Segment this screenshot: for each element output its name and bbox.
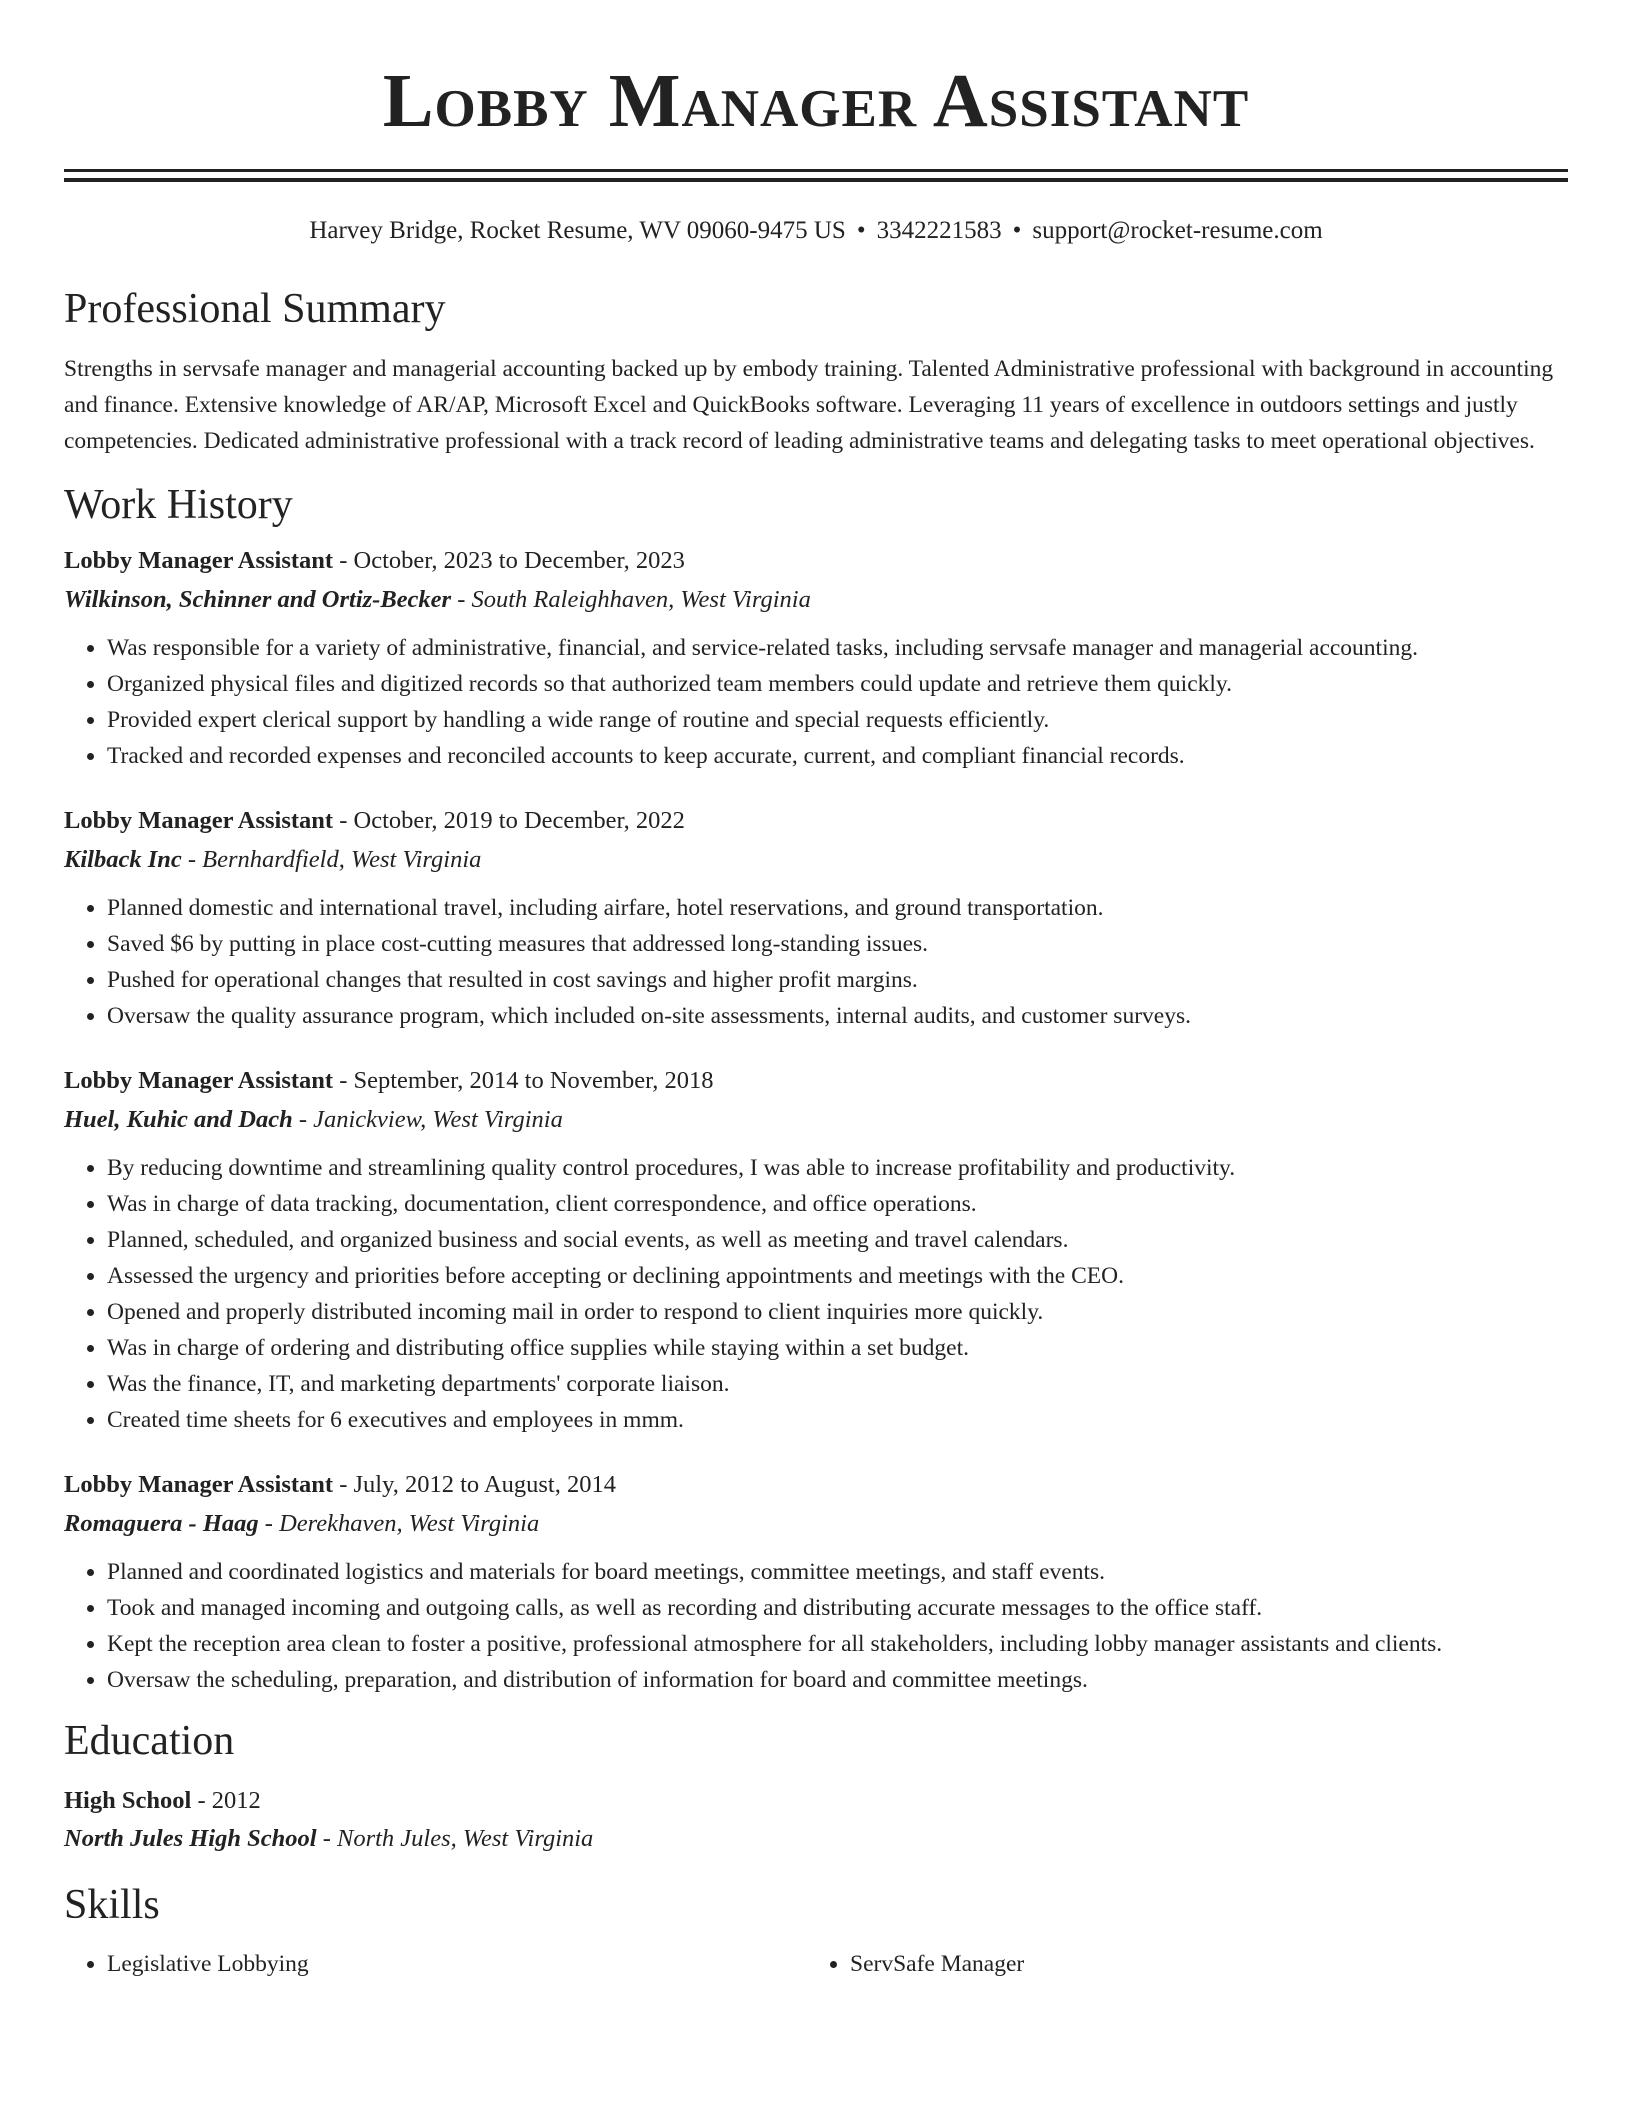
job-role: Lobby Manager Assistant <box>64 547 334 574</box>
job-company: Huel, Kuhic and Dach <box>64 1106 293 1133</box>
job-company: Kilback Inc <box>64 846 182 873</box>
job-bullet: • Pushed for operational changes that resulted in cost savings and higher profit margins. <box>107 962 1568 998</box>
job-location: - Janickview, West Virginia <box>292 1106 563 1133</box>
education-school: North Jules High School <box>64 1825 317 1852</box>
work-history-heading: Work History <box>64 482 293 528</box>
contact-line <box>64 216 1568 246</box>
education-degree-line <box>64 1786 1568 1816</box>
skill-item: • Legislative Lobbying <box>107 1946 807 1982</box>
resume-page <box>64 0 1568 1982</box>
job-bullet: • Oversaw the quality assurance program, which included on-site assessments, internal audits, and customer surveys. <box>107 998 1568 1034</box>
job-bullet: • Opened and properly distributed incoming mail in order to respond to client inquiries more quickly. <box>107 1294 1568 1330</box>
header-double-rule <box>64 169 1568 182</box>
contact-address: Harvey Bridge, Rocket Resume, WV 09060-9475 US <box>309 217 846 244</box>
job-role: Lobby Manager Assistant <box>64 807 334 834</box>
contact-email: support@rocket-resume.com <box>1032 217 1323 244</box>
job-bullets <box>64 890 1568 1034</box>
skills-column-right <box>807 1946 1550 1982</box>
job-title-line <box>64 806 1568 836</box>
job-bullet: • Oversaw the scheduling, preparation, and distribution of information for board and committee meetings. <box>107 1662 1568 1698</box>
education-heading: Education <box>64 1718 235 1764</box>
education-degree: High School <box>64 1787 192 1814</box>
job-company-line <box>64 845 1568 875</box>
job-bullet: • Was responsible for a variety of administrative, financial, and service-related tasks, including servsafe manager and managerial accounting. <box>107 630 1568 666</box>
contact-separator: • <box>1012 217 1022 244</box>
job-company: Wilkinson, Schinner and Ortiz-Becker <box>64 586 452 613</box>
summary-heading: Professional Summary <box>64 286 446 332</box>
job-dates: - October, 2023 to December, 2023 <box>333 547 685 574</box>
skills-heading: Skills <box>64 1882 160 1928</box>
job-dates: - July, 2012 to August, 2014 <box>333 1471 616 1498</box>
job-title-line <box>64 1470 1568 1500</box>
job-role: Lobby Manager Assistant <box>64 1471 334 1498</box>
job-dates: - October, 2019 to December, 2022 <box>333 807 685 834</box>
job-bullet: • Saved $6 by putting in place cost-cutting measures that addressed long-standing issues. <box>107 926 1568 962</box>
job-title-line <box>64 546 1568 576</box>
job-entry <box>64 1066 1568 1438</box>
job-title-line <box>64 1066 1568 1096</box>
job-location: - South Raleighhaven, West Virginia <box>451 586 811 613</box>
resume-name: Lobby Manager Assistant <box>382 59 1250 143</box>
job-location: - Derekhaven, West Virginia <box>258 1510 540 1537</box>
job-bullet: • Tracked and recorded expenses and reconciled accounts to keep accurate, current, and compliant financial records. <box>107 738 1568 774</box>
job-entry <box>64 1470 1568 1698</box>
job-bullets <box>64 1554 1568 1698</box>
summary-text: Strengths in servsafe manager and managerial accounting backed up by embody training. Talented Administrative professional with background in accounting and finance. Extensive knowledge of AR/AP, Microsoft Excel and QuickBooks software. Leveraging 11 years of excellence in outdoors settings and justly competencies. Dedicated administrative professional with a track record of leading administrative teams and delegating tasks to meet operational objectives. <box>64 356 1554 454</box>
job-bullet: • Was in charge of ordering and distributing office supplies while staying within a set budget. <box>107 1330 1568 1366</box>
job-bullet: • Planned and coordinated logistics and materials for board meetings, committee meetings, and staff events. <box>107 1554 1568 1590</box>
skills-column-left <box>64 1946 807 1982</box>
job-bullet: • Organized physical files and digitized records so that authorized team members could update and retrieve them quickly. <box>107 666 1568 702</box>
job-company: Romaguera - Haag <box>64 1510 259 1537</box>
job-bullet: • Provided expert clerical support by handling a wide range of routine and special requests efficiently. <box>107 702 1568 738</box>
job-company-line <box>64 585 1568 615</box>
job-location: - Bernhardfield, West Virginia <box>181 846 482 873</box>
job-bullet: • Assessed the urgency and priorities before accepting or declining appointments and meetings with the CEO. <box>107 1258 1568 1294</box>
skills-list <box>64 1946 1568 1982</box>
job-bullet: • Planned domestic and international travel, including airfare, hotel reservations, and ground transportation. <box>107 890 1568 926</box>
job-bullets <box>64 630 1568 774</box>
education-year: - 2012 <box>191 1787 261 1814</box>
skill-item: • ServSafe Manager <box>850 1946 1550 1982</box>
job-bullet: • Was the finance, IT, and marketing departments' corporate liaison. <box>107 1366 1568 1402</box>
contact-separator: • <box>856 217 866 244</box>
job-bullets <box>64 1150 1568 1438</box>
education-location: - North Jules, West Virginia <box>316 1825 594 1852</box>
contact-phone: 3342221583 <box>876 217 1002 244</box>
job-dates: - September, 2014 to November, 2018 <box>333 1067 714 1094</box>
job-company-line <box>64 1509 1568 1539</box>
education-entry <box>64 1786 1568 1854</box>
job-bullet: • Was in charge of data tracking, documentation, client correspondence, and office operations. <box>107 1186 1568 1222</box>
job-bullet: • Created time sheets for 6 executives and employees in mmm. <box>107 1402 1568 1438</box>
job-entry <box>64 546 1568 774</box>
job-role: Lobby Manager Assistant <box>64 1067 334 1094</box>
job-bullet: • Took and managed incoming and outgoing calls, as well as recording and distributing accurate messages to the office staff. <box>107 1590 1568 1626</box>
job-company-line <box>64 1105 1568 1135</box>
education-school-line <box>64 1824 1568 1854</box>
job-bullet: • Kept the reception area clean to foster a positive, professional atmosphere for all stakeholders, including lobby manager assistants and clients. <box>107 1626 1568 1662</box>
job-bullet: • Planned, scheduled, and organized business and social events, as well as meeting and travel calendars. <box>107 1222 1568 1258</box>
job-entry <box>64 806 1568 1034</box>
job-bullet: • By reducing downtime and streamlining quality control procedures, I was able to increase profitability and productivity. <box>107 1150 1568 1186</box>
